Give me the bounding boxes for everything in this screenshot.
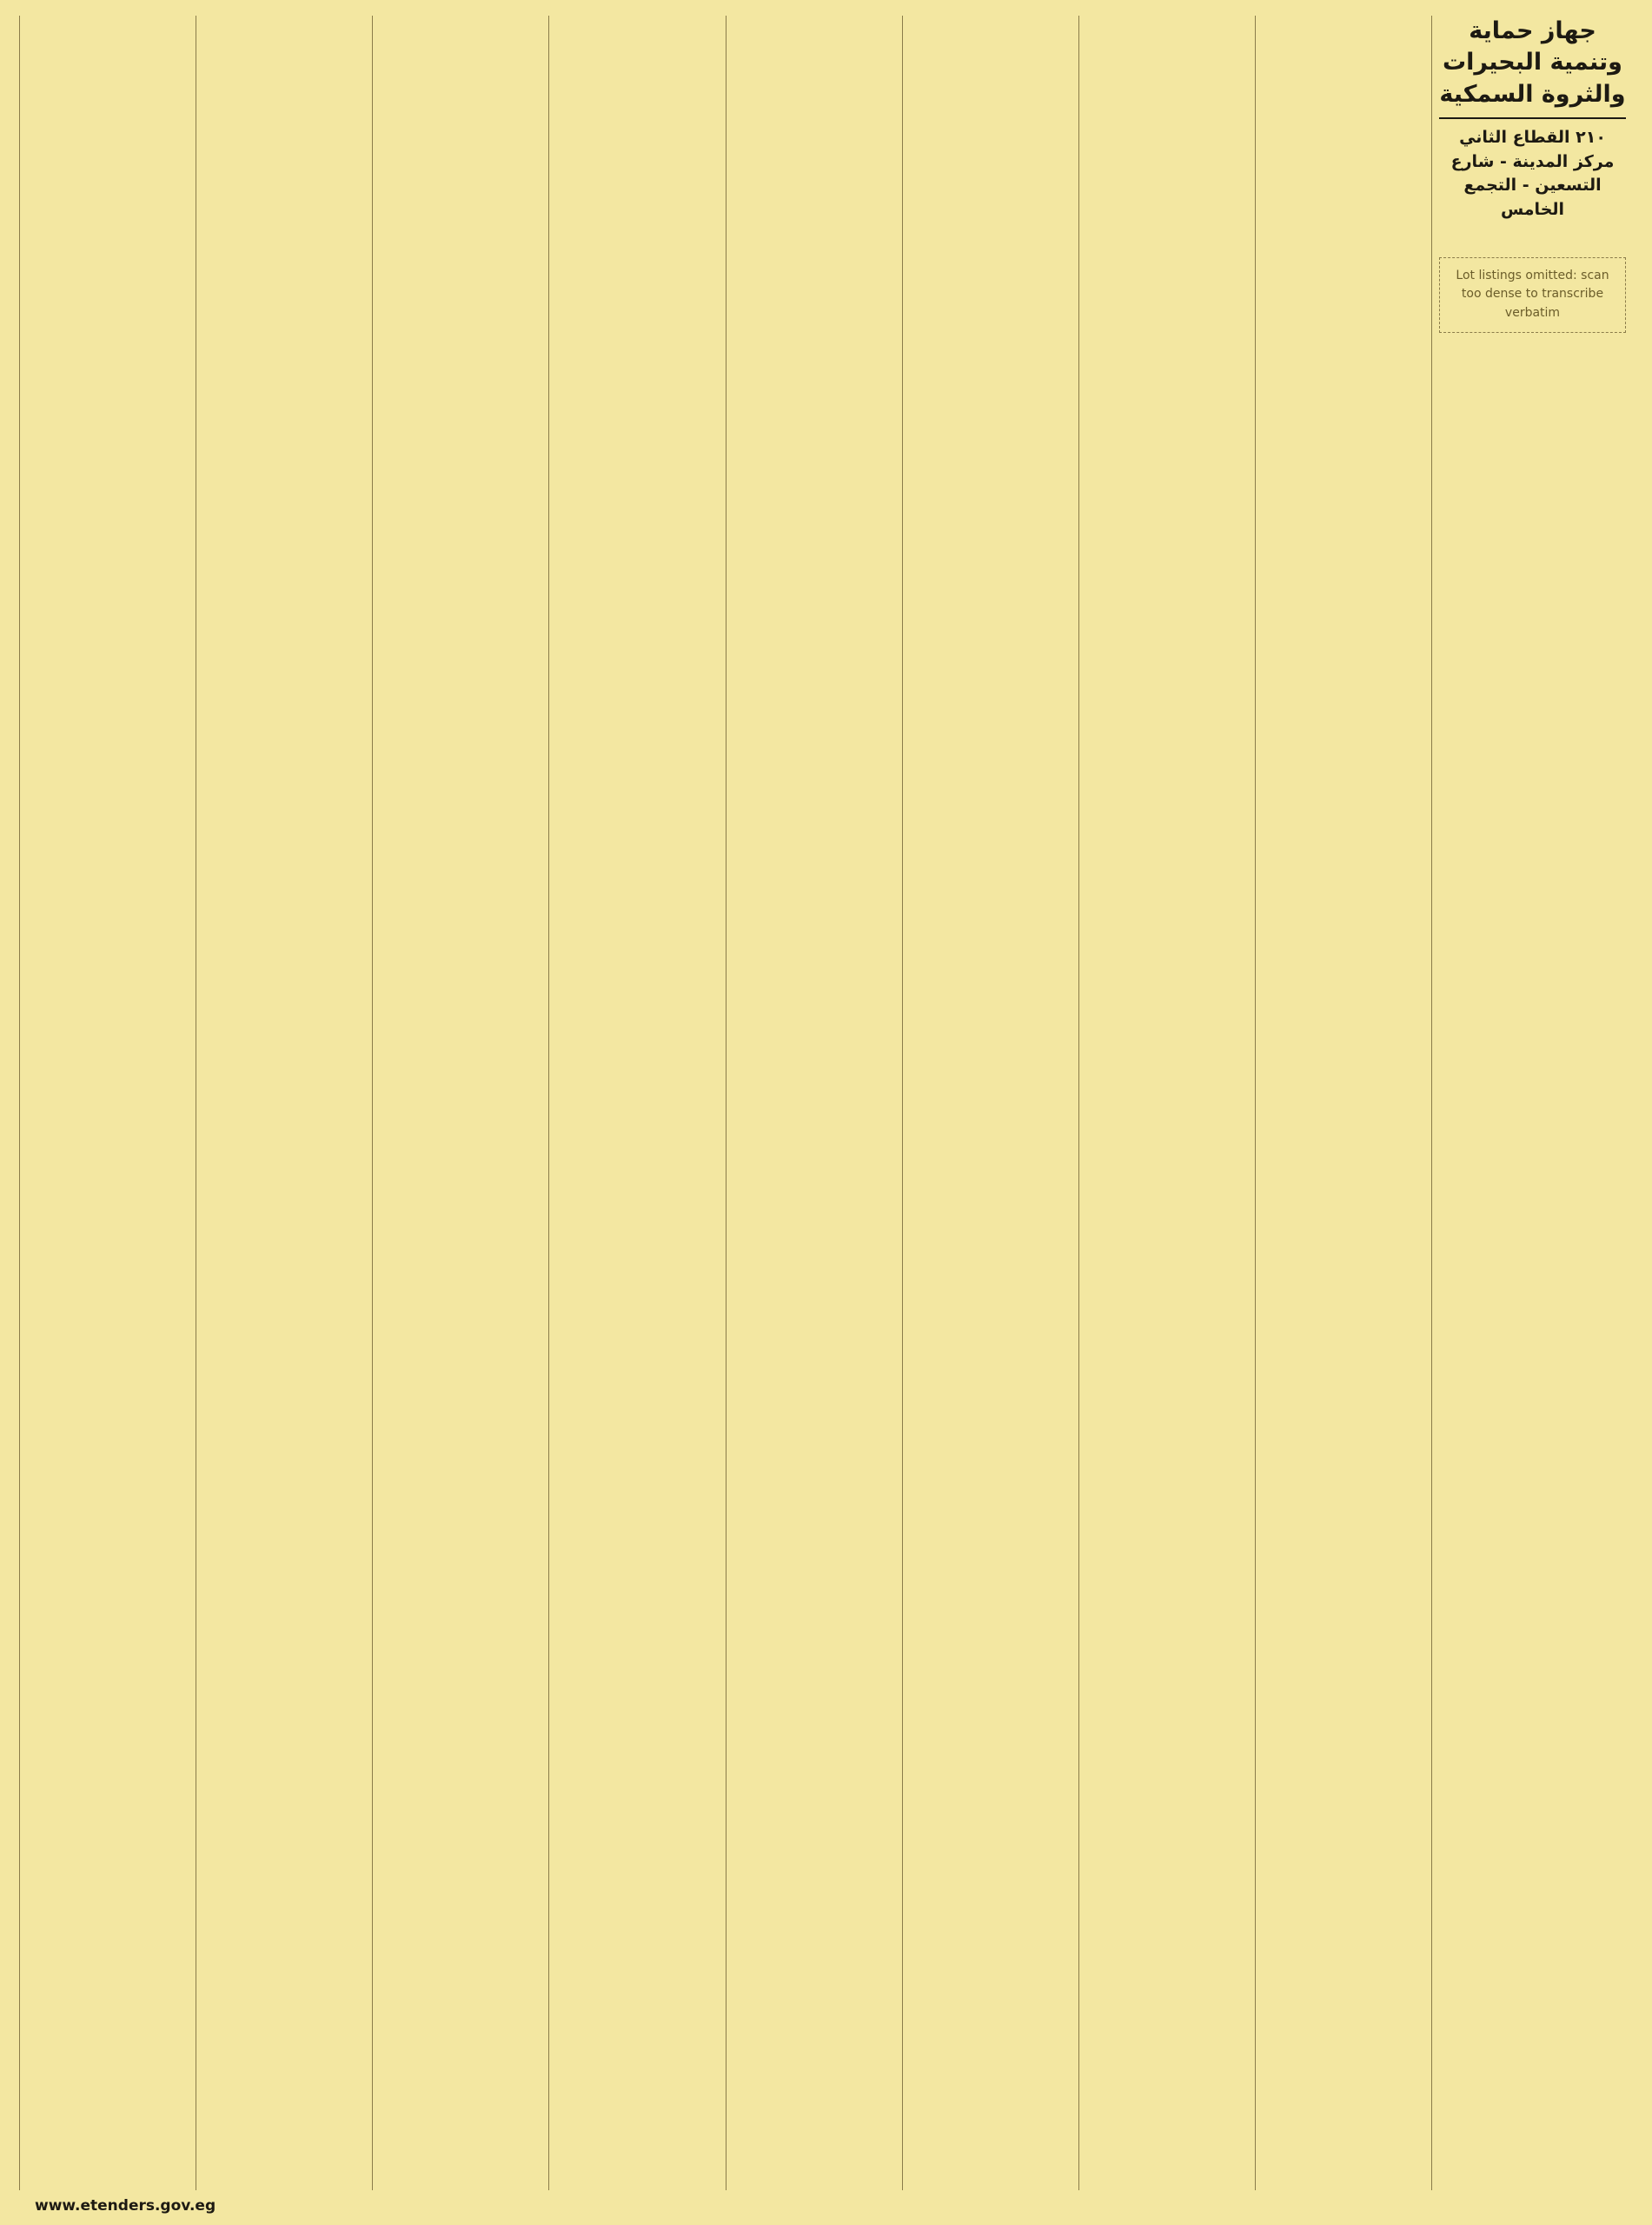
listing-column [902, 16, 1070, 2190]
header-column [1431, 16, 1633, 2190]
listing-column [19, 16, 187, 2190]
subhead: ٢١٠ القطاع الثاني مركز المدينة - شارع التسعين - التجمع الخامس [1450, 128, 1615, 219]
listing-column [372, 16, 540, 2190]
footer-url[interactable]: www.etenders.gov.eg [35, 2197, 216, 2215]
omission-notice: Lot listings omitted: scan too dense to transcribe verbatim [1439, 257, 1626, 333]
masthead: جهاز حماية وتنمية البحيرات والثروة السمكية [1439, 16, 1626, 119]
listing-column [196, 16, 363, 2190]
listing-column [726, 16, 893, 2190]
listing-column [1078, 16, 1246, 2190]
listing-column [1255, 16, 1423, 2190]
listing-column [548, 16, 716, 2190]
